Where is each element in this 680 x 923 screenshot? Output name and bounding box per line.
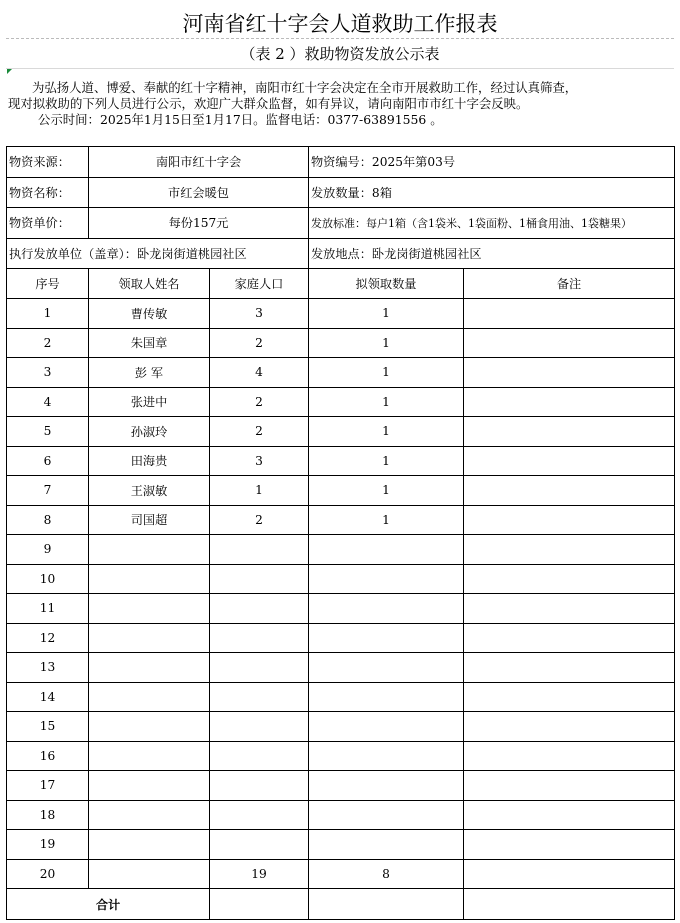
cell-seq: 7 <box>7 476 89 506</box>
table-row <box>7 712 675 742</box>
announcement-text <box>8 80 674 128</box>
cell-name[interactable] <box>89 859 210 889</box>
cell-remark[interactable] <box>464 712 675 742</box>
cell-remark[interactable] <box>464 800 675 830</box>
cell-remark[interactable] <box>464 535 675 565</box>
cell-family[interactable] <box>210 830 309 860</box>
cell-qty[interactable]: 1 <box>309 387 464 417</box>
distribution-location[interactable]: 发放地点：卧龙岗街道桃园社区 <box>309 238 675 269</box>
cell-name[interactable]: 彭 军 <box>89 358 210 388</box>
cell-qty[interactable] <box>309 800 464 830</box>
cell-name[interactable] <box>89 535 210 565</box>
cell-family[interactable] <box>210 564 309 594</box>
table-row <box>7 859 675 889</box>
material-name-label: 物资名称： <box>7 177 89 208</box>
cell-name[interactable]: 田海贵 <box>89 446 210 476</box>
table-row <box>7 741 675 771</box>
cell-seq: 8 <box>7 505 89 535</box>
cell-remark[interactable] <box>464 417 675 447</box>
table-row <box>7 800 675 830</box>
cell-family[interactable] <box>210 682 309 712</box>
cell-qty[interactable] <box>309 594 464 624</box>
cell-family[interactable]: 2 <box>210 328 309 358</box>
cell-family[interactable] <box>210 712 309 742</box>
total-row <box>7 889 675 920</box>
cell-family[interactable] <box>210 771 309 801</box>
cell-seq: 5 <box>7 417 89 447</box>
table-row <box>7 564 675 594</box>
cell-remark[interactable] <box>464 299 675 329</box>
unit-price-value[interactable]: 每份157元 <box>89 208 309 239</box>
cell-name[interactable]: 司国超 <box>89 505 210 535</box>
cell-seq: 9 <box>7 535 89 565</box>
distribution-quantity[interactable]: 发放数量：8箱 <box>309 177 675 208</box>
table-row <box>7 594 675 624</box>
announcement-line-1: 为弘扬人道、博爱、奉献的红十字精神，南阳市红十字会决定在全市开展救助工作，经过认真筛查， <box>32 80 578 95</box>
cell-seq: 6 <box>7 446 89 476</box>
cell-qty[interactable]: 1 <box>309 358 464 388</box>
cell-name[interactable] <box>89 682 210 712</box>
cell-name[interactable] <box>89 712 210 742</box>
cell-seq: 12 <box>7 623 89 653</box>
material-name-value[interactable]: 市红会暖包 <box>89 177 309 208</box>
cell-remark[interactable] <box>464 830 675 860</box>
table-row <box>7 653 675 683</box>
cell-family[interactable]: 4 <box>210 358 309 388</box>
cell-qty[interactable]: 1 <box>309 476 464 506</box>
cell-name[interactable] <box>89 564 210 594</box>
cell-remark[interactable] <box>464 358 675 388</box>
table-row <box>7 387 675 417</box>
info-row-unit <box>7 238 675 269</box>
cell-name[interactable]: 孙淑玲 <box>89 417 210 447</box>
table-row <box>7 682 675 712</box>
table-row <box>7 299 675 329</box>
total-remark-cell[interactable] <box>464 889 675 920</box>
cell-remark[interactable] <box>464 476 675 506</box>
cell-qty[interactable] <box>309 771 464 801</box>
cell-remark[interactable] <box>464 653 675 683</box>
material-code[interactable]: 物资编号：2025年第03号 <box>309 147 675 178</box>
source-label: 物资来源： <box>7 147 89 178</box>
table-row <box>7 417 675 447</box>
cell-qty[interactable] <box>309 682 464 712</box>
cell-name[interactable] <box>89 623 210 653</box>
cell-family[interactable] <box>210 594 309 624</box>
cell-remark[interactable] <box>464 387 675 417</box>
total-label: 合计 <box>7 889 210 920</box>
distribution-table <box>6 146 675 920</box>
cell-name[interactable]: 朱国章 <box>89 328 210 358</box>
cell-name[interactable]: 王淑敏 <box>89 476 210 506</box>
cell-family[interactable]: 1 <box>210 476 309 506</box>
cell-family[interactable]: 2 <box>210 505 309 535</box>
cell-qty[interactable]: 1 <box>309 446 464 476</box>
table-subtitle: （表 2 ）救助物资发放公示表 <box>6 38 674 69</box>
source-value[interactable]: 南阳市红十字会 <box>89 147 309 178</box>
announcement-line-3: 公示时间：2025年1月15日至1月17日。监督电话：0377-63891556 。 <box>38 112 443 127</box>
cell-seq: 18 <box>7 800 89 830</box>
cell-family[interactable] <box>210 535 309 565</box>
cell-remark[interactable] <box>464 741 675 771</box>
cell-seq: 16 <box>7 741 89 771</box>
cell-seq: 3 <box>7 358 89 388</box>
cell-name[interactable]: 张进中 <box>89 387 210 417</box>
cell-remark[interactable] <box>464 623 675 653</box>
cell-remark[interactable] <box>464 859 675 889</box>
cell-family[interactable]: 19 <box>210 859 309 889</box>
cell-qty[interactable] <box>309 741 464 771</box>
cell-seq: 15 <box>7 712 89 742</box>
cell-family[interactable] <box>210 800 309 830</box>
cell-family[interactable]: 3 <box>210 299 309 329</box>
cell-qty[interactable] <box>309 623 464 653</box>
cell-qty[interactable] <box>309 535 464 565</box>
table-row <box>7 623 675 653</box>
cell-family[interactable] <box>210 623 309 653</box>
cell-corner-marker <box>7 69 12 74</box>
column-header-row <box>7 269 675 299</box>
cell-qty[interactable] <box>309 653 464 683</box>
cell-qty[interactable]: 1 <box>309 417 464 447</box>
column-header-seq: 序号 <box>7 269 89 299</box>
unit-price-label: 物资单价： <box>7 208 89 239</box>
column-header-remark: 备注 <box>464 269 675 299</box>
cell-seq: 2 <box>7 328 89 358</box>
executing-unit[interactable]: 执行发放单位（盖章）：卧龙岗街道桃园社区 <box>7 238 309 269</box>
info-row-source <box>7 147 675 178</box>
cell-family[interactable] <box>210 653 309 683</box>
cell-remark[interactable] <box>464 594 675 624</box>
cell-name[interactable] <box>89 653 210 683</box>
table-row <box>7 535 675 565</box>
info-row-price <box>7 208 675 239</box>
total-family-cell[interactable] <box>210 889 309 920</box>
cell-seq: 11 <box>7 594 89 624</box>
cell-qty[interactable] <box>309 564 464 594</box>
cell-name[interactable] <box>89 594 210 624</box>
cell-family[interactable]: 2 <box>210 387 309 417</box>
cell-seq: 14 <box>7 682 89 712</box>
cell-seq: 19 <box>7 830 89 860</box>
cell-remark[interactable] <box>464 446 675 476</box>
table-row <box>7 446 675 476</box>
report-title: 河南省红十字会人道救助工作报表 <box>6 6 674 39</box>
cell-qty[interactable] <box>309 830 464 860</box>
cell-qty[interactable]: 8 <box>309 859 464 889</box>
cell-qty[interactable]: 1 <box>309 505 464 535</box>
table-row <box>7 328 675 358</box>
table-row <box>7 830 675 860</box>
cell-qty[interactable] <box>309 712 464 742</box>
recipient-rows <box>7 299 675 889</box>
info-row-name <box>7 177 675 208</box>
cell-remark[interactable] <box>464 564 675 594</box>
cell-remark[interactable] <box>464 328 675 358</box>
column-header-family: 家庭人口 <box>210 269 309 299</box>
cell-remark[interactable] <box>464 682 675 712</box>
cell-name[interactable] <box>89 800 210 830</box>
cell-qty[interactable]: 1 <box>309 299 464 329</box>
cell-name[interactable] <box>89 771 210 801</box>
cell-family[interactable]: 3 <box>210 446 309 476</box>
table-row <box>7 476 675 506</box>
column-header-qty: 拟领取数量 <box>309 269 464 299</box>
table-row <box>7 771 675 801</box>
cell-name[interactable] <box>89 830 210 860</box>
announcement-line-2: 现对拟救助的下列人员进行公示，欢迎广大群众监督，如有异议，请向南阳市市红十字会反映。 <box>8 96 529 111</box>
table-row <box>7 505 675 535</box>
cell-family[interactable]: 2 <box>210 417 309 447</box>
cell-name[interactable] <box>89 741 210 771</box>
table-row <box>7 358 675 388</box>
total-qty-cell[interactable] <box>309 889 464 920</box>
cell-name[interactable]: 曹传敏 <box>89 299 210 329</box>
cell-remark[interactable] <box>464 771 675 801</box>
cell-seq: 17 <box>7 771 89 801</box>
cell-family[interactable] <box>210 741 309 771</box>
cell-seq: 10 <box>7 564 89 594</box>
cell-qty[interactable]: 1 <box>309 328 464 358</box>
cell-seq: 4 <box>7 387 89 417</box>
cell-seq: 20 <box>7 859 89 889</box>
cell-remark[interactable] <box>464 505 675 535</box>
distribution-standard[interactable]: 发放标准：每户1箱（含1袋米、1袋面粉、1桶食用油、1袋糖果） <box>309 208 675 239</box>
cell-seq: 1 <box>7 299 89 329</box>
column-header-name: 领取人姓名 <box>89 269 210 299</box>
cell-seq: 13 <box>7 653 89 683</box>
